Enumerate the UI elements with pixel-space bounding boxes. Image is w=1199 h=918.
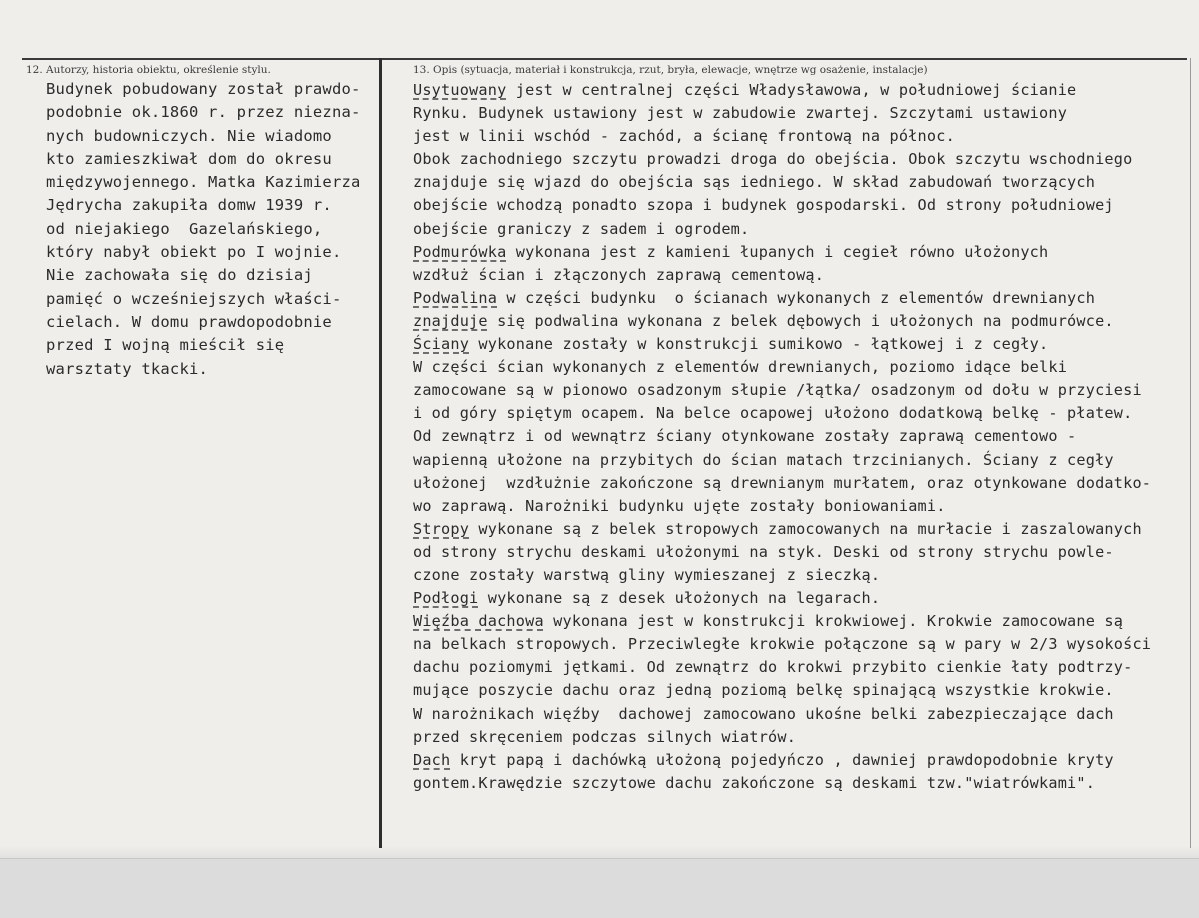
line-text: od strony strychu deskami ułożonymi na styk. Deski od strony strychu powle- [413,542,1114,561]
line-text: gontem.Krawędzie szczytowe dachu zakończone są deskami tzw."wiatrówkami". [413,773,1096,792]
text-line [413,264,1151,287]
line-text: Od zewnątrz i od wewnątrz ściany otynkowane zostały zaprawą cementowo - [413,427,1077,446]
line-text: Obok zachodniego szczytu prowadzi droga do obejścia. Obok szczytu wschodniego [413,150,1133,169]
text-line [413,679,1151,702]
right-border [1190,58,1191,848]
text-line [413,194,1151,217]
section-12-header: 12. Autorzy, historia obiektu, określenie stylu. [26,64,271,76]
line-text: jest w linii wschód - zachód, a ścianę frontową na północ. [413,127,955,146]
line-text: W narożnikach więźby dachowej zamocowano ukośne belki zabezpieczające dach [413,704,1114,723]
text-line [413,726,1151,749]
section-keyword: Podwalina [413,288,498,307]
column-divider [379,58,382,848]
text-line: przed I wojną mieścił się [46,336,285,355]
line-text: w części budynku o ścianach wykonanych z elementów drewnianych [497,288,1096,307]
line-text: dachu poziomymi jętkami. Od zewnątrz do krokwi przybito cienkie łaty podtrzy- [413,658,1133,677]
text-line [413,310,1151,333]
page-bottom-edge [0,858,1199,918]
text-line [413,633,1151,656]
text-line: Budynek pobudowany został prawdo- [46,80,361,98]
text-line [413,772,1151,795]
line-text: wapienną ułożone na przybitych do ścian matach trzcinianych. Ściany z cegły [413,450,1114,469]
text-line [413,518,1151,541]
text-line [413,703,1151,726]
text-line: warsztaty tkacki. [46,359,209,378]
text-line [413,379,1151,402]
line-text: na belkach stropowych. Przeciwległe krokwie połączone są w pary w 2/3 wysokości [413,635,1152,654]
line-text: zamocowane są w pionowo osadzonym słupie /łątka/ osadzonym od dołu w przyciesi [413,381,1142,400]
text-line [413,425,1151,448]
text-line [413,125,1151,148]
text-line [413,541,1151,564]
text-line [413,218,1151,241]
description-text [413,79,1151,795]
text-line: pamięć o wcześniejszych właści- [46,289,342,308]
text-line [413,241,1151,264]
text-line [413,564,1151,587]
line-text: i od góry spiętym ocapem. Na belce ocapowej ułożono dodatkową belkę - płatew. [413,404,1133,423]
line-text: znajduje się wjazd do obejścia sąs iedniego. W skład zabudowań tworzących [413,173,1096,192]
text-line [413,587,1151,610]
text-line [413,449,1151,472]
line-text: obejście wchodzą ponadto szopa i budynek gospodarski. Od strony południowej [413,196,1114,215]
line-text: czone zostały warstwą gliny wymieszanej z sieczką. [413,565,881,584]
text-line: od niejakiego Gazelańskiego, [46,219,323,238]
line-text: kryt papą i dachówką ułożoną pojedyńczo , dawniej prawdopodobnie kryty [450,750,1114,769]
text-line [413,148,1151,171]
section-keyword: Podmurówka [413,242,507,261]
text-line: który nabył obiekt po I wojnie. [46,243,342,262]
text-line: nych budowniczych. Nie wiadomo [46,126,332,145]
text-line [413,333,1151,356]
line-text: ułożonej wzdłużnie zakończone są drewnianym murłatem, oraz otynkowane dodatko- [413,473,1152,492]
text-line: kto zamieszkiwał dom do okresu [46,149,332,168]
line-text: mujące poszycie dachu oraz jedną poziomą belkę spinającą wszystkie krokwie. [413,681,1114,700]
text-line [413,610,1151,633]
text-line: Jędrycha zakupiła domw 1939 r. [46,196,332,215]
line-text: wykonana jest z kamieni łupanych i cegieł równo ułożonych [506,242,1049,261]
text-line: międzywojennego. Matka Kazimierza [46,173,361,192]
text-line [413,356,1151,379]
text-line [413,656,1151,679]
section-keyword: Podłogi [413,589,479,608]
line-text: wykonane są z desek ułożonych na legarach. [478,589,881,608]
line-text: jest w centralnej części Władysławowa, w południowej ścianie [506,81,1077,99]
line-text: wykonane są z belek stropowych zamocowanych na murłacie i zaszalowanych [469,519,1142,538]
text-line [413,472,1151,495]
line-text: W części ścian wykonanych z elementów drewnianych, poziomo idące belki [413,358,1068,377]
section-keyword: Dach [413,750,451,769]
text-line: Nie zachowała się do dzisiaj [46,266,313,285]
text-line [413,402,1151,425]
section-keyword: Ściany [413,335,470,354]
text-line [413,749,1151,772]
line-text: obejście graniczy z sadem i ogrodem. [413,219,750,238]
section-keyword: Stropy [413,519,470,538]
text-line [413,171,1151,194]
line-text: Rynku. Budynek ustawiony jest w zabudowie zwartej. Szczytami ustawiony [413,104,1068,123]
line-text: wzdłuż ścian i złączonych zaprawą cementową. [413,265,825,284]
section-keyword: Usytuowany [413,81,507,99]
section-keyword: Więźba dachowa [413,612,544,631]
header-rule [22,58,1187,60]
page-fold [0,846,1199,858]
line-text: wykonana jest w konstrukcji krokwiowej. Krokwie zamocowane są [543,612,1124,631]
authors-history-text [46,78,361,381]
line-text: wo zaprawą. Narożniki budynku ujęte zostały boniowaniami. [413,496,946,515]
line-text: przed skręceniem podczas silnych wiatrów. [413,727,797,746]
text-line [413,102,1151,125]
text-line: cielach. W domu prawdopodobnie [46,312,332,331]
text-line [413,79,1151,102]
line-text: się podwalina wykonana z belek dębowych i ułożonych na podmurówce. [487,311,1114,330]
section-keyword: znajduje [413,311,488,330]
text-line [413,287,1151,310]
section-13-header: 13. Opis (sytuacja, materiał i konstrukcja, rzut, bryła, elewacje, wnętrze wg osażenie, instalacje) [413,64,928,76]
line-text: wykonane zostały w konstrukcji sumikowo - łątkowej i z cegły. [469,335,1049,354]
text-line [413,495,1151,518]
text-line: podobnie ok.1860 r. przez niezna- [46,103,361,122]
